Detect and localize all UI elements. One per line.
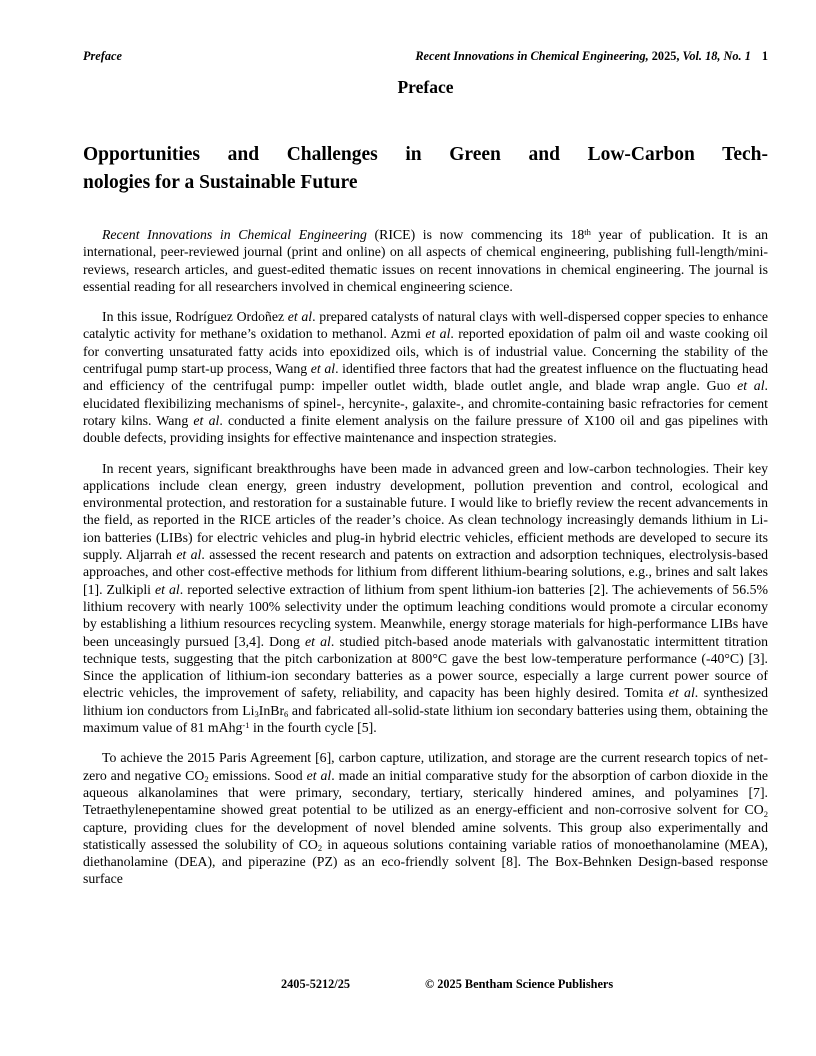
- body-paragraph-2: In this issue, Rodríguez Ordoñez et al. prepared catalysts of natural clays with well-dispersed copper species to enhance catalytic activity for methane’s oxidation to methanol. Azmi et al. reported epoxidation of palm oil and waste cooking oil for converting unsaturated fatty acids into epoxidized oils, which is of industrial value. Concerning the stability of the centrifugal pump start-up process, Wang et al. identified three factors that had the greatest influence on the fluctuating head and efficiency of the centrifugal pump: impeller outlet width, blade outlet angle, and blade wrap angle. Guo et al. elucidated flexibilizing mechanisms of spinel-, hercynite-, galaxite-, and chromite-containing basic refractories for cement rotary kilns. Wang et al. conducted a finite element analysis on the failure pressure of X100 oil and gas pipelines with double defects, providing insights for effective maintenance and inspection strategies.: [83, 309, 769, 446]
- running-header-section: Preface: [83, 49, 122, 63]
- article-title-line-2: nologies for a Sustainable Future: [83, 172, 358, 193]
- running-header-citation: [415, 49, 768, 63]
- body-paragraph-4: To achieve the 2015 Paris Agreement [6], carbon capture, utilization, and storage are the current research topics of net-zero and negative CO2 emissions. Sood et al. made an initial comparative study for the absorption of carbon dioxide in the aqueous alkanolamines that were primary, secondary, tertiary, sterically hindered amines, and polyamines [7]. Tetraethylenepentamine showed great potential to be utilized as an energy-efficient and non-corrosive solvent for CO2 capture, providing clues for the development of novel blended amine solvents. This group also experimentally and statistically assessed the solubility of CO2 in aqueous solutions containing variable ratios of monoethanolamine (MEA), diethanolamine (DEA), and piperazine (PZ) as an eco-friendly solvent [8]. The Box-Behnken Design-based response surface: [83, 750, 768, 887]
- running-header: [83, 49, 768, 63]
- body-paragraph-3: In recent years, significant breakthroughs have been made in advanced green and low-carbon technologies. Their key applications include clean energy, green industry development, pollution prevention and control, ecological and environmental protection, and restoration for a sustainable future. I would like to briefly review the recent advancements in the field, as reported in the RICE articles of the reader’s choice. As clean technology increasingly demands lithium in Li-ion batteries (LIBs) for electric vehicles and plug-in hybrid electric vehicles, efficient methods are developed to secure its supply. Aljarrah et al. assessed the recent research and patents on extraction and adsorption techniques, electrolysis-based approaches, and other cost-effective methods for lithium from different lithium-bearing solutions, e.g., brines and salt lakes [1]. Zulkipli et al. reported selective extraction of lithium from spent lithium-ion batteries [2]. The achievements of 56.5% lithium recovery with nearly 100% selectivity under the optimum leaching conditions would promote a circular economy by establishing a lithium resources recycling system. Meanwhile, energy storage materials for high-performance LIBs have been unceasingly pursued [3,4]. Dong et al. studied pitch-based anode materials with galvanostatic intermittent titration technique tests, suggesting that the pitch carbonization at 800°C gave the best low-temperature performance (-40°C) [3]. Since the application of lithium-ion secondary batteries as a power source, especially a large current power source of electric vehicles, the improvement of safety, reliability, and capacity has been highly desired. Tomita et al. synthesized lithium ion conductors from Li3InBr6 and fabricated all-solid-state lithium ion secondary batteries using them, obtaining the maximum value of 81 mAhg$^{-1}$ in the fourth cycle [5].: [83, 460, 769, 736]
- page-title: Preface: [397, 77, 454, 97]
- page-footer: [0, 977, 816, 995]
- journal-citation: Recent Innovations in Chemical Engineering, 2025, Vol. 18, No. 1: [415, 49, 751, 63]
- article-body: [83, 226, 768, 888]
- body-paragraph-1: Recent Innovations in Chemical Engineering (RICE) is now commencing its 18th year of publication. It is an international, peer-reviewed journal (print and online) on all aspects of chemical engineering, publishing full-length/mini-reviews, research articles, and guest-edited thematic issues on recent innovations in chemical engineering. The journal is essential reading for all researchers involved in chemical engineering science.: [83, 226, 769, 294]
- footer-issn-code: 2405-5212/25: [281, 977, 350, 991]
- article-title: [83, 141, 768, 197]
- page-number: 1: [761, 49, 768, 63]
- article-title-line-1: Opportunities and Challenges in Green and Low-Carbon Tech-: [83, 144, 768, 165]
- footer-copyright: © 2025 Bentham Science Publishers: [425, 977, 614, 991]
